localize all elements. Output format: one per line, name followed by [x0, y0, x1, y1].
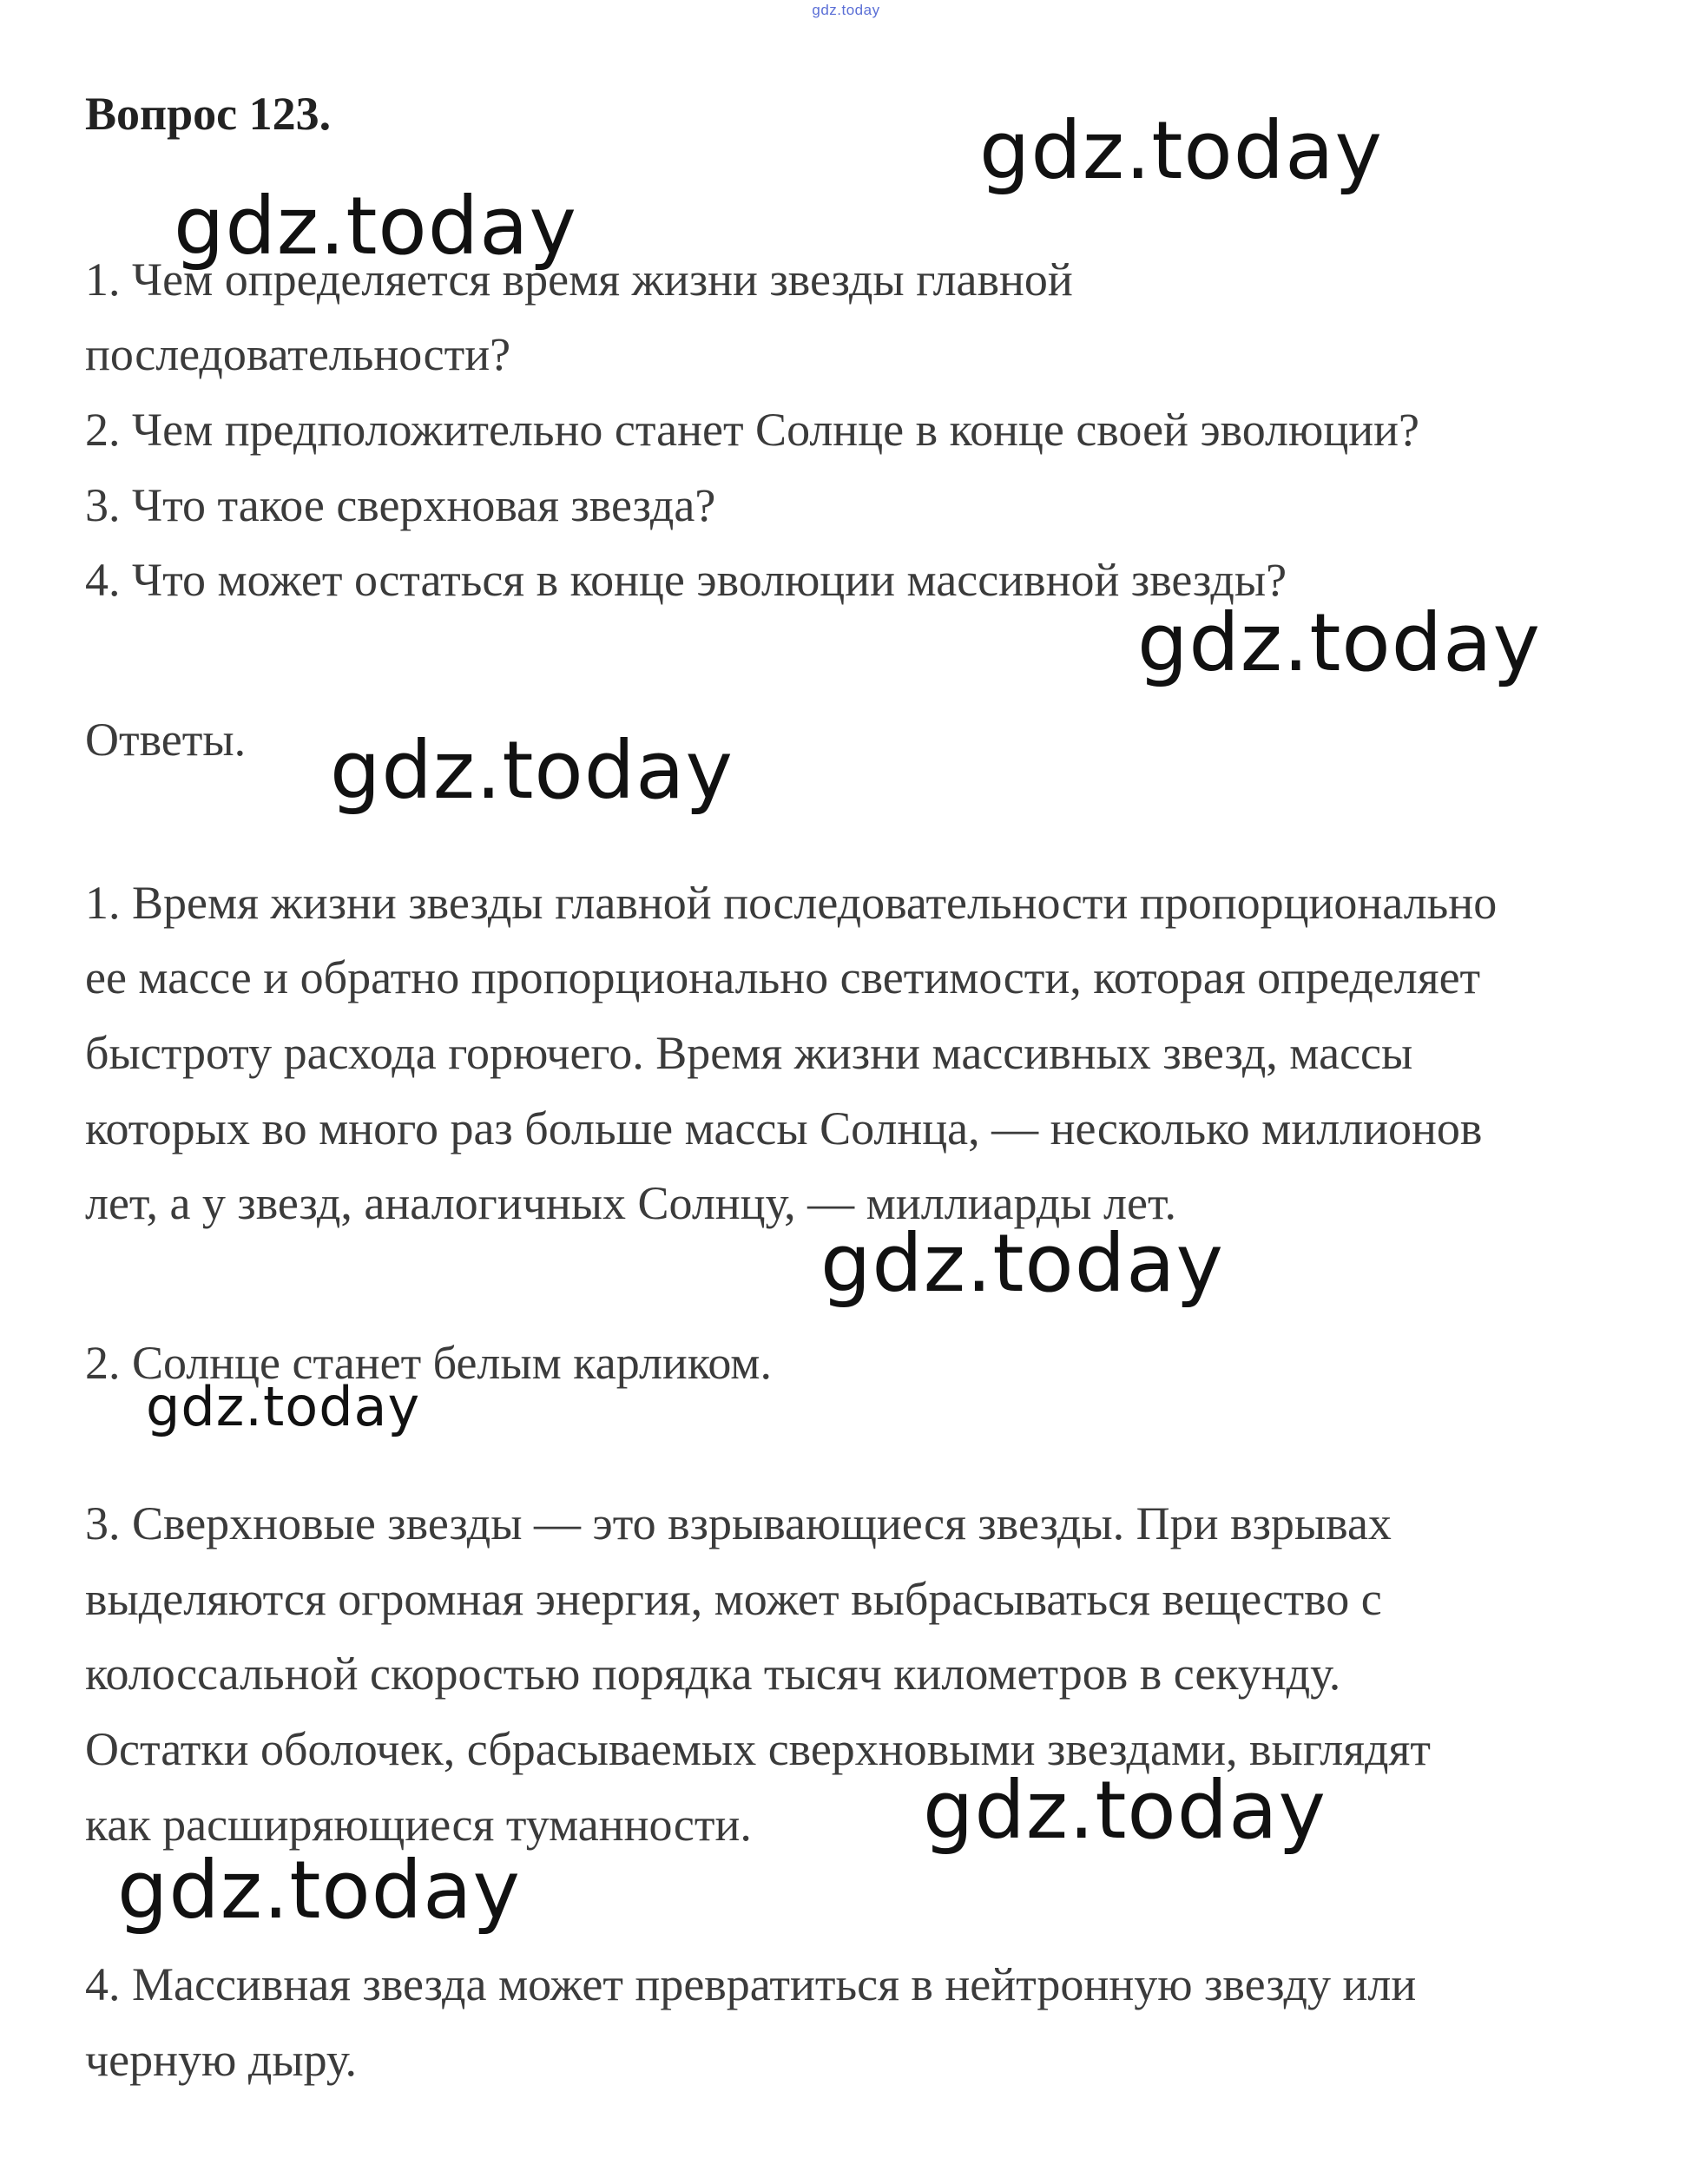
watermark: gdz.today	[1137, 596, 1541, 689]
answer-line: быстроту расхода горючего. Время жизни массивных звезд, массы	[85, 1027, 1413, 1079]
question-line: 3. Что такое сверхновая звезда?	[85, 479, 716, 531]
answer-line: 1. Время жизни звезды главной последовательности пропорционально	[85, 877, 1498, 929]
question-line: 2. Чем предположительно станет Солнце в конце своей эволюции?	[85, 404, 1419, 456]
answer-line: выделяются огромная энергия, может выбрасываться вещество с	[85, 1573, 1382, 1625]
answer-line: колоссальной скоростью порядка тысяч километров в секунду.	[85, 1648, 1341, 1700]
question-line: 4. Что может остаться в конце эволюции массивной звезды?	[85, 554, 1287, 606]
answer-line: Остатки оболочек, сбрасываемых сверхновыми звездами, выглядят	[85, 1723, 1431, 1775]
answer-line: ее массе и обратно пропорционально светимости, которая определяет	[85, 951, 1481, 1003]
watermark: gdz.today	[146, 1375, 421, 1438]
answer-line: как расширяющиеся туманности.	[85, 1799, 752, 1851]
answer-line: черную дыру.	[85, 2034, 358, 2086]
answer-line: 2. Солнце станет белым карликом.	[85, 1337, 772, 1389]
question-line: 1. Чем определяется время жизни звезды главной	[85, 253, 1073, 306]
answers-heading: Ответы.	[85, 714, 247, 766]
site-mark: gdz.today	[812, 2, 880, 18]
watermark: gdz.today	[330, 724, 734, 817]
watermark: gdz.today	[820, 1217, 1224, 1310]
watermark: gdz.today	[923, 1764, 1327, 1857]
answer-line: 3. Сверхновые звезды — это взрывающиеся звезды. При взрывах	[85, 1497, 1392, 1549]
question-line: последовательности?	[85, 328, 511, 380]
watermark: gdz.today	[174, 180, 577, 273]
watermark: gdz.today	[117, 1844, 521, 1937]
answer-line: которых во много раз больше массы Солнца, — несколько миллионов	[85, 1102, 1483, 1154]
answer-line: 4. Массивная звезда может превратиться в нейтронную звезду или	[85, 1958, 1417, 2010]
answer-line: лет, а у звезд, аналогичных Солнцу, — миллиарды лет.	[85, 1177, 1177, 1229]
question-title: Вопрос 123.	[85, 88, 332, 140]
watermark: gdz.today	[979, 104, 1383, 197]
